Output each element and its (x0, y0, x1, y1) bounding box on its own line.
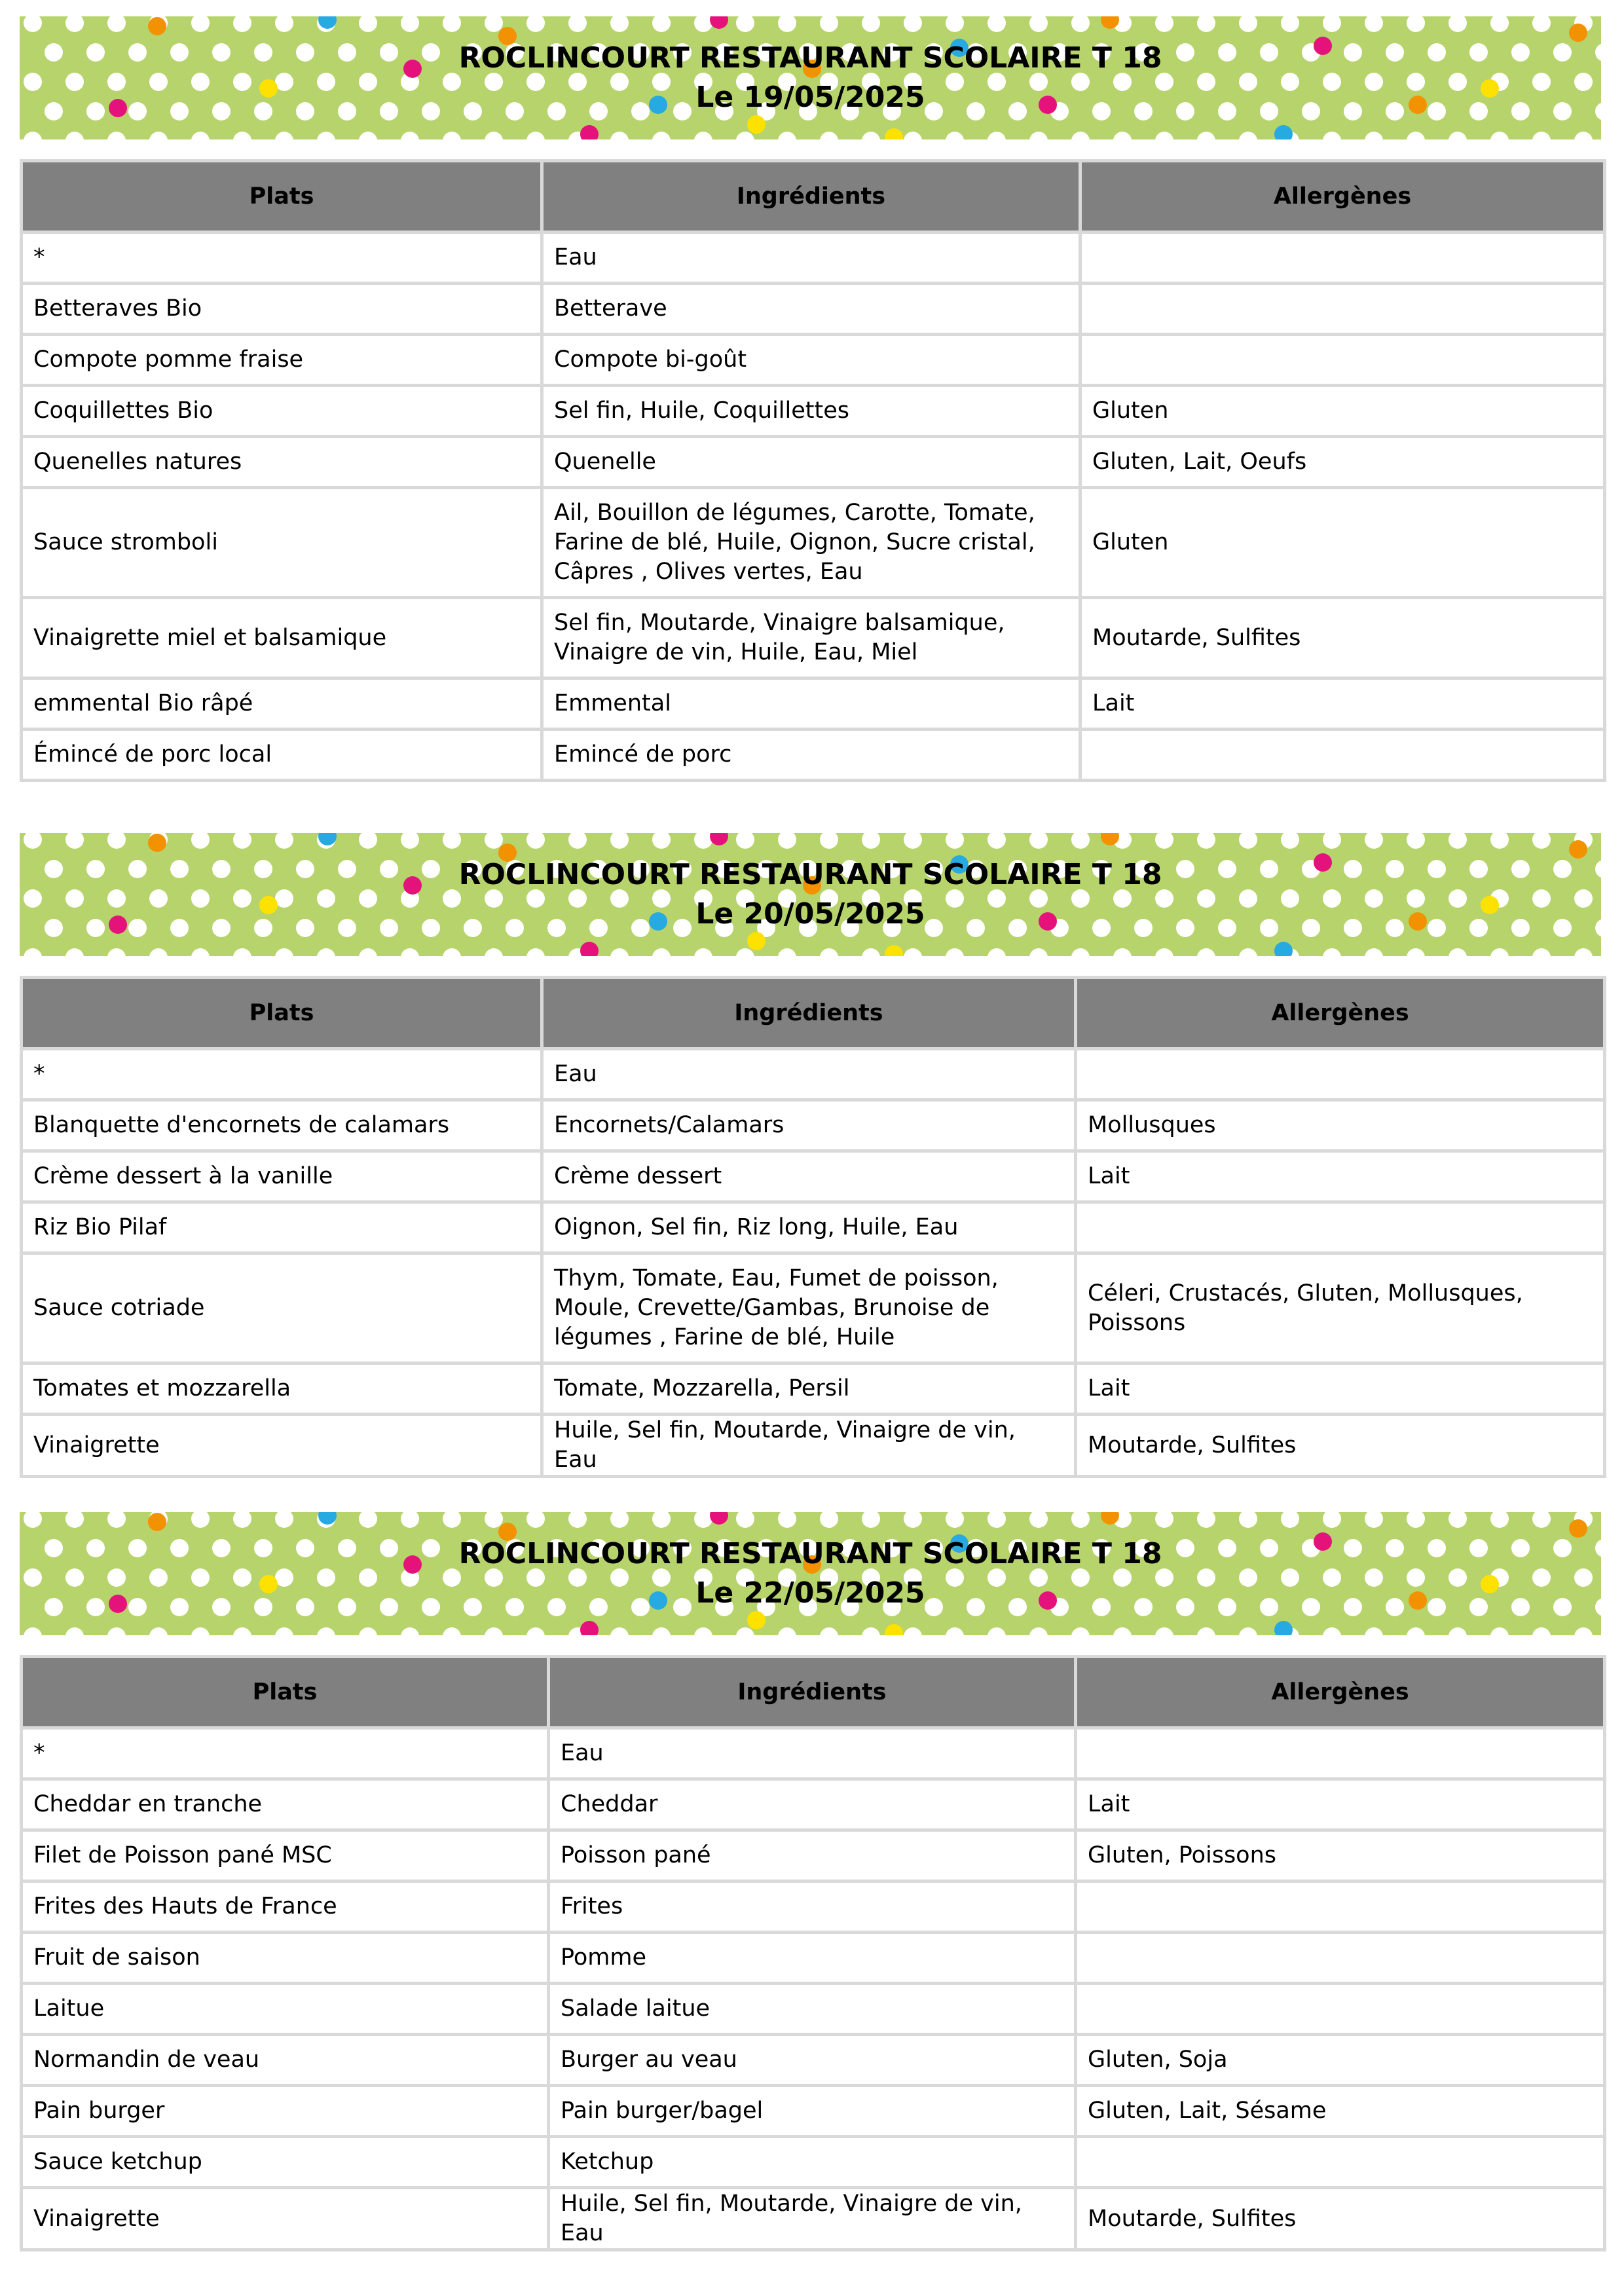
table-row (22, 386, 1605, 437)
allergens-cell (1076, 1984, 1605, 2035)
column-header-plats: Plats (22, 1657, 549, 1728)
ingredients-cell: Salade laitue (549, 1984, 1076, 2035)
banner-date: Le 22/05/2025 (695, 1576, 925, 1610)
table-row (22, 678, 1605, 730)
day-banner (20, 1512, 1601, 1635)
ingredients-cell: Cheddar (549, 1779, 1076, 1830)
table-header-row (22, 978, 1605, 1049)
table-row (22, 2086, 1605, 2137)
ingredients-cell: Eau (542, 232, 1080, 284)
column-header-ingredients: Ingrédients (542, 161, 1080, 232)
ingredients-cell: Crème dessert (542, 1151, 1076, 1202)
banner-date: Le 20/05/2025 (695, 897, 925, 931)
ingredients-cell: Compote bi-goût (542, 335, 1080, 386)
column-header-allergenes: Allergènes (1080, 161, 1605, 232)
allergens-cell: Lait (1076, 1363, 1605, 1415)
table-row (22, 1830, 1605, 1881)
dish-cell: Sauce stromboli (22, 488, 542, 598)
dish-cell: Vinaigrette (22, 2188, 549, 2250)
dish-cell: * (22, 1049, 542, 1100)
ingredients-cell: Thym, Tomate, Eau, Fumet de poisson, Moule, Crevette/Gambas, Brunoise de légumes , Farine de blé, Huile (542, 1253, 1076, 1363)
dish-cell: Sauce ketchup (22, 2137, 549, 2188)
ingredients-cell: Emmental (542, 678, 1080, 730)
ingredients-cell: Pomme (549, 1933, 1076, 1984)
table-row (22, 1363, 1605, 1415)
ingredients-cell: Ketchup (549, 2137, 1076, 2188)
ingredients-cell: Oignon, Sel fin, Riz long, Huile, Eau (542, 1202, 1076, 1253)
allergens-cell: Lait (1076, 1779, 1605, 1830)
ingredients-cell: Sel fin, Moutarde, Vinaigre balsamique, Vinaigre de vin, Huile, Eau, Miel (542, 598, 1080, 678)
menu-table (20, 159, 1606, 782)
table-row (22, 335, 1605, 386)
allergens-cell (1076, 1049, 1605, 1100)
allergens-cell (1080, 232, 1605, 284)
allergens-cell: Lait (1076, 1151, 1605, 1202)
allergens-cell: Gluten (1080, 488, 1605, 598)
ingredients-cell: Pain burger/bagel (549, 2086, 1076, 2137)
banner-date: Le 19/05/2025 (695, 81, 925, 114)
column-header-ingredients: Ingrédients (549, 1657, 1076, 1728)
allergens-cell (1076, 1933, 1605, 1984)
day-banner (20, 16, 1601, 139)
allergens-cell (1076, 1881, 1605, 1933)
column-header-allergenes: Allergènes (1076, 1657, 1605, 1728)
dish-cell: Laitue (22, 1984, 549, 2035)
table-row (22, 1049, 1605, 1100)
dish-cell: Coquillettes Bio (22, 386, 542, 437)
table-row (22, 2035, 1605, 2086)
ingredients-cell: Huile, Sel fin, Moutarde, Vinaigre de vin, Eau (542, 1415, 1076, 1477)
ingredients-cell: Burger au veau (549, 2035, 1076, 2086)
ingredients-cell: Quenelle (542, 437, 1080, 488)
table-row (22, 730, 1605, 781)
table-row (22, 437, 1605, 488)
allergens-cell (1076, 1728, 1605, 1779)
dish-cell: Sauce cotriade (22, 1253, 542, 1363)
allergens-cell: Mollusques (1076, 1100, 1605, 1151)
allergens-cell: Céleri, Crustacés, Gluten, Mollusques, Poissons (1076, 1253, 1605, 1363)
table-row (22, 2137, 1605, 2188)
ingredients-cell: Encornets/Calamars (542, 1100, 1076, 1151)
ingredients-cell: Eau (542, 1049, 1076, 1100)
dish-cell: emmental Bio râpé (22, 678, 542, 730)
column-header-plats: Plats (22, 161, 542, 232)
allergens-cell: Gluten (1080, 386, 1605, 437)
dish-cell: Betteraves Bio (22, 284, 542, 335)
dish-cell: Filet de Poisson pané MSC (22, 1830, 549, 1881)
allergens-cell: Gluten, Soja (1076, 2035, 1605, 2086)
ingredients-cell: Emincé de porc (542, 730, 1080, 781)
dish-cell: * (22, 1728, 549, 1779)
menu-table (20, 976, 1606, 1478)
allergens-cell (1080, 335, 1605, 386)
table-row (22, 1881, 1605, 1933)
table-row (22, 1728, 1605, 1779)
allergens-cell (1076, 1202, 1605, 1253)
dish-cell: Riz Bio Pilaf (22, 1202, 542, 1253)
table-header-row (22, 161, 1605, 232)
table-row (22, 1202, 1605, 1253)
dish-cell: Vinaigrette (22, 1415, 542, 1477)
banner-title: ROCLINCOURT RESTAURANT SCOLAIRE T 18 (458, 858, 1162, 891)
allergens-cell: Lait (1080, 678, 1605, 730)
table-row (22, 2188, 1605, 2250)
ingredients-cell: Sel fin, Huile, Coquillettes (542, 386, 1080, 437)
table-row (22, 598, 1605, 678)
day-banner (20, 833, 1601, 956)
table-row (22, 232, 1605, 284)
allergens-cell: Gluten, Lait, Oeufs (1080, 437, 1605, 488)
dish-cell: Blanquette d'encornets de calamars (22, 1100, 542, 1151)
dish-cell: Crème dessert à la vanille (22, 1151, 542, 1202)
column-header-allergenes: Allergènes (1076, 978, 1605, 1049)
dish-cell: Compote pomme fraise (22, 335, 542, 386)
dish-cell: Tomates et mozzarella (22, 1363, 542, 1415)
allergens-cell (1076, 2137, 1605, 2188)
ingredients-cell: Eau (549, 1728, 1076, 1779)
ingredients-cell: Poisson pané (549, 1830, 1076, 1881)
menu-table (20, 1655, 1606, 2251)
ingredients-cell: Frites (549, 1881, 1076, 1933)
allergens-cell: Moutarde, Sulfites (1076, 1415, 1605, 1477)
table-row (22, 488, 1605, 598)
allergens-cell (1080, 730, 1605, 781)
dish-cell: Normandin de veau (22, 2035, 549, 2086)
table-row (22, 284, 1605, 335)
dish-cell: Fruit de saison (22, 1933, 549, 1984)
table-row (22, 1151, 1605, 1202)
table-row (22, 1984, 1605, 2035)
allergens-cell: Moutarde, Sulfites (1076, 2188, 1605, 2250)
table-row (22, 1933, 1605, 1984)
allergens-cell: Gluten, Poissons (1076, 1830, 1605, 1881)
ingredients-cell: Ail, Bouillon de légumes, Carotte, Tomate, Farine de blé, Huile, Oignon, Sucre cristal, Câpres , Olives vertes, Eau (542, 488, 1080, 598)
ingredients-cell: Betterave (542, 284, 1080, 335)
banner-title: ROCLINCOURT RESTAURANT SCOLAIRE T 18 (458, 1537, 1162, 1570)
dish-cell: Vinaigrette miel et balsamique (22, 598, 542, 678)
column-header-ingredients: Ingrédients (542, 978, 1076, 1049)
table-row (22, 1100, 1605, 1151)
allergens-cell: Moutarde, Sulfites (1080, 598, 1605, 678)
allergens-cell: Gluten, Lait, Sésame (1076, 2086, 1605, 2137)
table-row (22, 1253, 1605, 1363)
banner-title: ROCLINCOURT RESTAURANT SCOLAIRE T 18 (458, 41, 1162, 75)
ingredients-cell: Tomate, Mozzarella, Persil (542, 1363, 1076, 1415)
ingredients-cell: Huile, Sel fin, Moutarde, Vinaigre de vin, Eau (549, 2188, 1076, 2250)
dish-cell: Pain burger (22, 2086, 549, 2137)
dish-cell: Cheddar en tranche (22, 1779, 549, 1830)
table-row (22, 1779, 1605, 1830)
allergens-cell (1080, 284, 1605, 335)
table-header-row (22, 1657, 1605, 1728)
dish-cell: Émincé de porc local (22, 730, 542, 781)
column-header-plats: Plats (22, 978, 542, 1049)
dish-cell: Quenelles natures (22, 437, 542, 488)
table-row (22, 1415, 1605, 1477)
dish-cell: Frites des Hauts de France (22, 1881, 549, 1933)
dish-cell: * (22, 232, 542, 284)
